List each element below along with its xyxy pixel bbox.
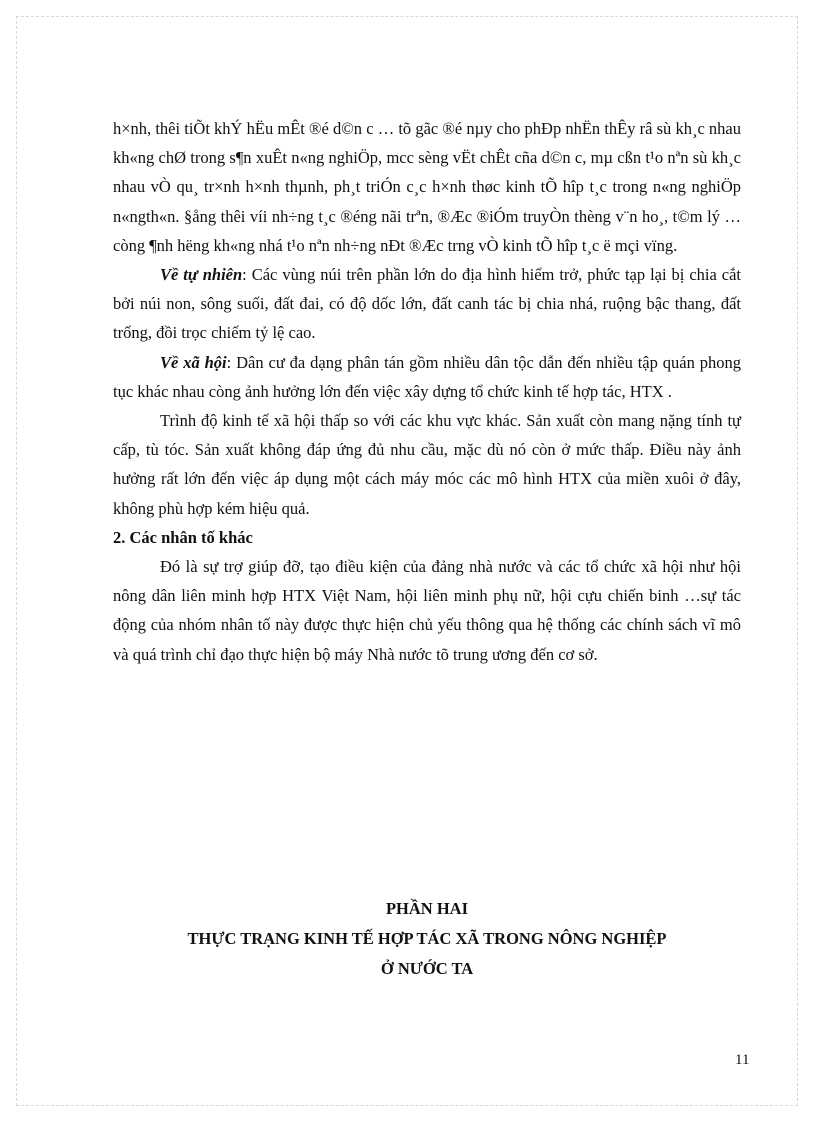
lead-social: Về xã hội xyxy=(160,352,227,372)
paragraph-natural xyxy=(113,260,741,348)
document-body xyxy=(113,114,741,669)
section-heading: 2. Các nhân tố khác xyxy=(113,527,253,547)
paragraph-natural-text: : Các vùng núi trên phần lớn do địa hình hiểm trở, phức tạp lại bị chia cắt bởi núi non, sông suối, đất đai, có độ dốc lớn, đất canh tác bị chia nhá, ruộng bậc thang, đất trống, đồi trọc chiếm tỷ lệ cao. xyxy=(113,265,741,343)
paragraph-other-factors: Đó là sự trợ giúp đỡ, tạo điều kiện của đảng nhà nước và các tổ chức xã hội như hội nông dân liên minh hợp HTX Việt Nam, hội liên minh phụ nữ, hội cựu chiến binh …sự tác động của nhóm nhân tố này được thực hiện chủ yếu thông qua hệ thống các chính sách vĩ mô và quá trình chỉ đạo thực hiện bộ máy Nhà nước tõ trung ương đến cơ sở. xyxy=(113,557,741,664)
lead-natural: Về tự nhiên xyxy=(160,265,243,285)
page-number: 11 xyxy=(735,1052,750,1068)
paragraph-economy: Trình độ kinh tế xã hội thấp so với các khu vực khác. Sản xuất còn mang nặng tính tự cấp, tù tóc. Sản xuất không đáp ứng đủ nhu cầu, mặc dù nó còn ở mức thấp. Điều này ảnh hưởng rất lớn đến việc áp dụng một cách máy móc các mô hình HTX của miền xuôi ở đây, không phù hợp kém hiệu quả. xyxy=(113,411,741,518)
part-title-line3: Ở NƯỚC TA xyxy=(380,959,474,978)
paragraph-social-text: : Dân cư đa dạng phân tán gồm nhiều dân tộc dẫn đến nhiều tập quán phong tục khác nhau còng ảnh hưởng lớn đến việc xây dựng tổ chức kinh tế hợp tác, HTX . xyxy=(113,352,741,401)
part-title-line1: PHẦN HAI xyxy=(385,899,469,918)
paragraph-intro: h×nh, thêi tiÕt khÝ hËu mÊt ®é d©n c … tõ gãc ®é nµy cho phÐp nhËn thÊy râ sù kh¸c nhau kh«ng chØ trong s¶n xuÊt n«ng nghiÖp, mcc sèng vËt chÊt cña d©n c, mµ cßn t¹o nªn sù kh¸c nhau vÒ qu¸ tr×nh h×nh thµnh, ph¸t triÓn c¸c h×nh thøc kinh tÕ hîp t¸c trong n«ng nghiÖp n«ngth«n. §ång thêi víi nh÷ng t¸c ®éng nãi trªn, ®Æc ®iÓm truyÒn thèng v¨n ho¸, t©m lý … còng ¶nh hëng kh«ng nhá t¹o nªn nh÷ng nÐt ®Æc trng vÒ kinh tÕ hîp t¸c ë mçi vïng. xyxy=(113,119,741,255)
paragraph-social xyxy=(113,348,741,406)
part-title-line2: THỰC TRẠNG KINH TẾ HỢP TÁC XÃ TRONG NÔNG NGHIỆP xyxy=(187,929,667,948)
